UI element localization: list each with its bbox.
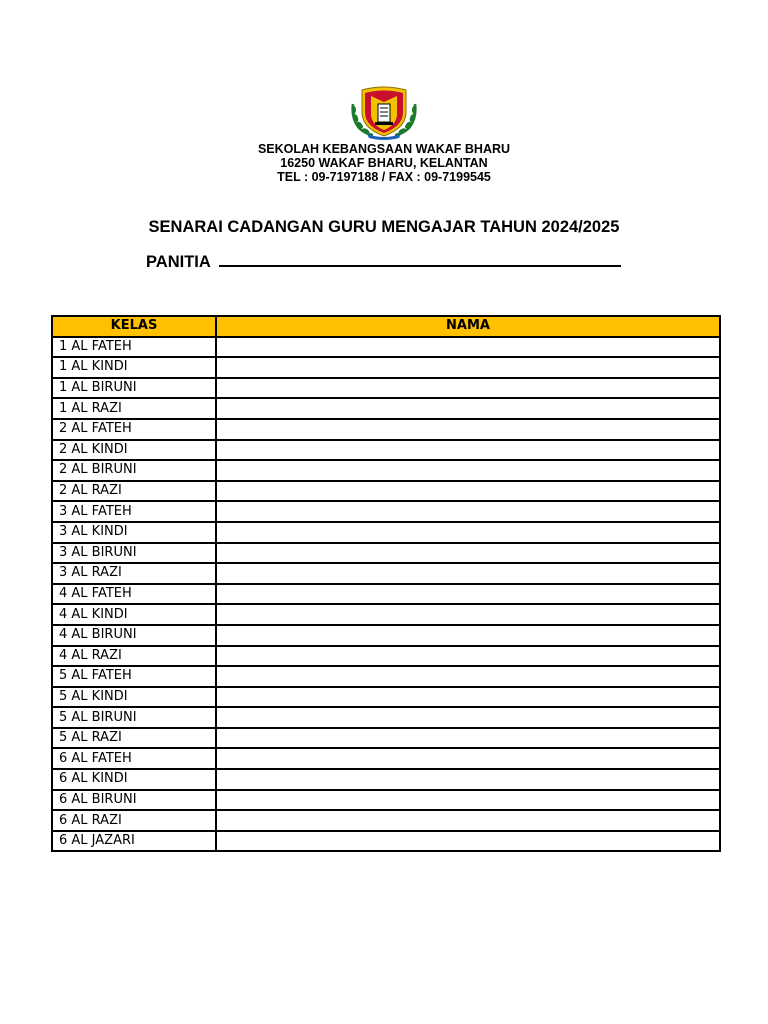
nama-cell[interactable] <box>216 666 720 687</box>
kelas-cell: 1 AL BIRUNI <box>52 378 216 399</box>
nama-cell[interactable] <box>216 790 720 811</box>
table-row <box>52 357 720 378</box>
kelas-cell: 6 AL FATEH <box>52 748 216 769</box>
panitia-blank-line <box>219 251 621 267</box>
table-row <box>52 625 720 646</box>
kelas-cell: 3 AL KINDI <box>52 522 216 543</box>
kelas-cell: 3 AL FATEH <box>52 501 216 522</box>
table-row <box>52 501 720 522</box>
kelas-cell: 2 AL BIRUNI <box>52 460 216 481</box>
class-teacher-table <box>51 315 721 852</box>
table-row <box>52 728 720 749</box>
table-row <box>52 398 720 419</box>
nama-cell[interactable] <box>216 337 720 358</box>
nama-cell[interactable] <box>216 646 720 667</box>
table-row <box>52 419 720 440</box>
table-row <box>52 460 720 481</box>
kelas-cell: 1 AL FATEH <box>52 337 216 358</box>
kelas-cell: 6 AL RAZI <box>52 810 216 831</box>
table-row <box>52 481 720 502</box>
table-row <box>52 790 720 811</box>
table-row <box>52 666 720 687</box>
kelas-cell: 2 AL FATEH <box>52 419 216 440</box>
school-name: SEKOLAH KEBANGSAAN WAKAF BHARU <box>257 142 511 156</box>
kelas-cell: 5 AL RAZI <box>52 728 216 749</box>
kelas-cell: 2 AL KINDI <box>52 440 216 461</box>
nama-cell[interactable] <box>216 831 720 852</box>
nama-cell[interactable] <box>216 357 720 378</box>
table-row <box>52 831 720 852</box>
nama-cell[interactable] <box>216 398 720 419</box>
panitia-label: PANITIA <box>146 253 211 271</box>
kelas-cell: 6 AL BIRUNI <box>52 790 216 811</box>
nama-cell[interactable] <box>216 687 720 708</box>
kelas-cell: 3 AL RAZI <box>52 563 216 584</box>
school-header <box>0 142 768 184</box>
nama-cell[interactable] <box>216 707 720 728</box>
document-title: SENARAI CADANGAN GURU MENGAJAR TAHUN 2024/2025 <box>148 218 620 236</box>
nama-cell[interactable] <box>216 625 720 646</box>
table-header-row <box>52 316 720 337</box>
school-address: 16250 WAKAF BHARU, KELANTAN <box>280 156 488 170</box>
kelas-cell: 4 AL RAZI <box>52 646 216 667</box>
nama-cell[interactable] <box>216 440 720 461</box>
nama-cell[interactable] <box>216 810 720 831</box>
nama-cell[interactable] <box>216 543 720 564</box>
nama-cell[interactable] <box>216 604 720 625</box>
table-row <box>52 337 720 358</box>
kelas-cell: 4 AL FATEH <box>52 584 216 605</box>
table-row <box>52 707 720 728</box>
table-row <box>52 584 720 605</box>
nama-cell[interactable] <box>216 769 720 790</box>
table-row <box>52 769 720 790</box>
kelas-cell: 5 AL FATEH <box>52 666 216 687</box>
kelas-cell: 1 AL RAZI <box>52 398 216 419</box>
header-kelas: KELAS <box>52 316 216 337</box>
kelas-cell: 4 AL BIRUNI <box>52 625 216 646</box>
panitia-field <box>146 251 621 272</box>
table-row <box>52 687 720 708</box>
kelas-cell: 6 AL KINDI <box>52 769 216 790</box>
nama-cell[interactable] <box>216 481 720 502</box>
nama-cell[interactable] <box>216 563 720 584</box>
nama-cell[interactable] <box>216 748 720 769</box>
kelas-cell: 3 AL BIRUNI <box>52 543 216 564</box>
kelas-cell: 5 AL KINDI <box>52 687 216 708</box>
table-row <box>52 604 720 625</box>
nama-cell[interactable] <box>216 378 720 399</box>
table-row <box>52 440 720 461</box>
kelas-cell: 1 AL KINDI <box>52 357 216 378</box>
nama-cell[interactable] <box>216 728 720 749</box>
table-row <box>52 810 720 831</box>
nama-cell[interactable] <box>216 419 720 440</box>
table-row <box>52 522 720 543</box>
table-row <box>52 378 720 399</box>
kelas-cell: 4 AL KINDI <box>52 604 216 625</box>
kelas-cell: 2 AL RAZI <box>52 481 216 502</box>
nama-cell[interactable] <box>216 522 720 543</box>
table-row <box>52 563 720 584</box>
table-row <box>52 543 720 564</box>
table-body <box>52 337 720 852</box>
nama-cell[interactable] <box>216 460 720 481</box>
nama-cell[interactable] <box>216 501 720 522</box>
kelas-cell: 5 AL BIRUNI <box>52 707 216 728</box>
kelas-cell: 6 AL JAZARI <box>52 831 216 852</box>
school-crest-icon <box>349 84 419 140</box>
nama-cell[interactable] <box>216 584 720 605</box>
school-contact: TEL : 09-7197188 / FAX : 09-7199545 <box>277 170 491 184</box>
header-nama: NAMA <box>216 316 720 337</box>
table-row <box>52 748 720 769</box>
table-row <box>52 646 720 667</box>
